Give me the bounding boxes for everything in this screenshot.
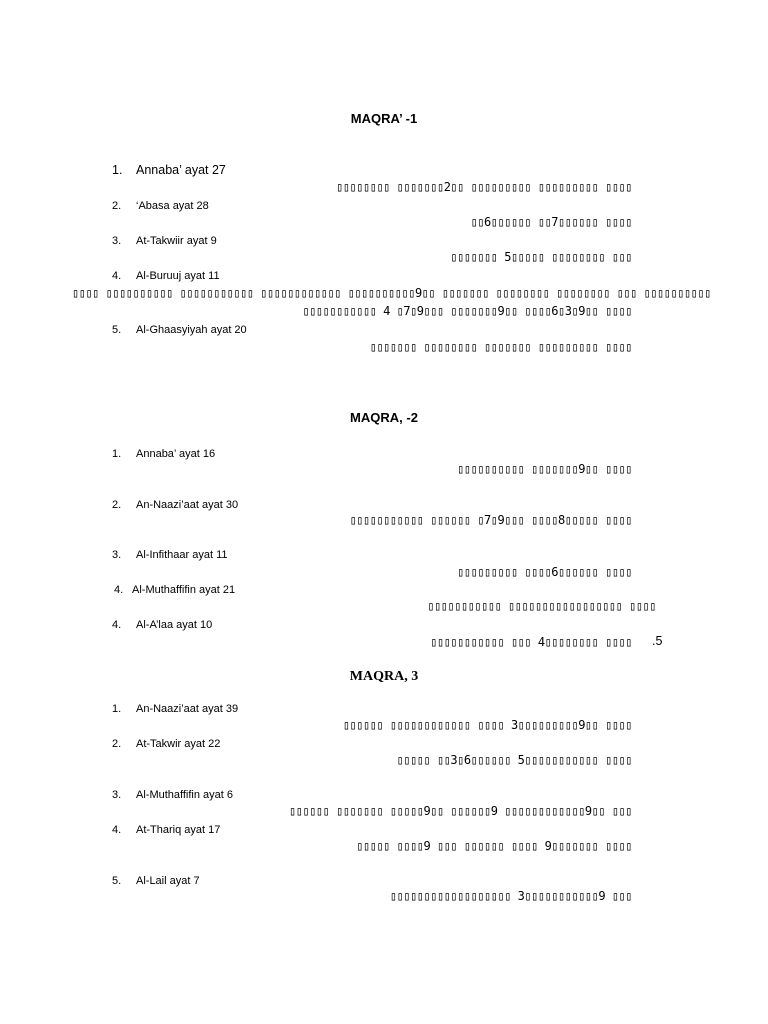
arabic-verse-line: ▯▯▯▯▯ ▯▯▯▯9 ▯▯▯ ▯▯▯▯▯▯ ▯▯▯▯ 9▯▯▯▯▯▯▯ ▯▯▯▯ [356, 839, 632, 853]
list-item-label: 4. At-Thariq ayat 17 [112, 824, 221, 836]
arabic-verse-line: ▯▯6▯▯▯▯▯▯ ▯▯7▯▯▯▯▯▯ ▯▯▯▯ [470, 215, 632, 229]
arabic-verse-line: ▯▯▯▯▯▯▯▯▯▯▯▯▯▯▯▯▯▯ 3▯▯▯▯▯▯▯▯▯▯▯9 ▯▯▯ [389, 889, 632, 903]
arabic-verse-line: ▯▯▯▯▯▯▯▯▯▯▯ 4 ▯7▯9▯▯▯ ▯▯▯▯▯▯▯9▯▯ ▯▯▯▯6▯3▯9▯▯ ▯▯▯▯ [302, 304, 632, 318]
list-item-label: 4. Al-Muthaffifin ayat 21 [114, 584, 236, 596]
arabic-verse-line: ▯▯▯▯▯▯▯▯▯▯▯ ▯▯▯▯▯▯▯▯▯▯▯▯▯▯▯▯▯ ▯▯▯▯ [427, 599, 656, 613]
arabic-verse-line: ▯▯▯▯▯▯▯ 5▯▯▯▯▯ ▯▯▯▯▯▯▯▯ ▯▯▯ [450, 250, 632, 264]
list-item-label: 1. Annaba’ ayat 27 [112, 163, 226, 177]
list-item-label: 1. Annaba’ ayat 16 [112, 448, 216, 460]
arabic-verse-line: ▯▯▯▯ ▯▯▯▯▯▯▯▯▯▯ ▯▯▯▯▯▯▯▯▯▯▯ ▯▯▯▯▯▯▯▯▯▯▯▯ ▯▯▯▯▯▯▯▯▯▯9▯▯ ▯▯▯▯▯▯▯ ▯▯▯▯▯▯▯▯ ▯▯▯▯▯▯▯▯ ▯▯▯ ▯▯▯▯▯▯▯▯▯▯ [72, 286, 711, 300]
arabic-verse-line: ▯▯▯▯▯▯▯ ▯▯▯▯▯▯▯▯ ▯▯▯▯▯▯▯ ▯▯▯▯▯▯▯▯▯ ▯▯▯▯ [369, 340, 632, 354]
section-heading-1: MAQRA’ -1 [350, 111, 418, 126]
arabic-verse-line: ▯▯▯▯▯▯▯▯▯▯▯ ▯▯▯▯▯▯ ▯7▯9▯▯▯ ▯▯▯▯8▯▯▯▯▯ ▯▯▯▯ [349, 513, 632, 527]
arabic-verse-line: ▯▯▯▯▯▯▯▯▯▯ ▯▯▯▯▯▯▯9▯▯ ▯▯▯▯ [457, 462, 632, 476]
list-item-label: 5. Al-Lail ayat 7 [112, 875, 200, 887]
list-item-label: 4. Al-Buruuj ayat 11 [112, 270, 220, 282]
arabic-verse-line: ▯▯▯▯▯▯▯▯▯▯▯ ▯▯▯ 4▯▯▯▯▯▯▯▯ ▯▯▯▯ [430, 635, 632, 649]
arabic-verse-line: ▯▯▯▯▯▯ ▯▯▯▯▯▯▯▯▯▯▯▯ ▯▯▯▯ 3▯▯▯▯▯▯▯▯▯9▯▯ ▯▯▯▯ [342, 718, 632, 732]
list-item-label: 2. ‘Abasa ayat 28 [112, 200, 209, 212]
list-item-label: 2. At-Takwir ayat 22 [112, 738, 221, 750]
list-item-label: 3. Al-Muthaffifin ayat 6 [112, 789, 234, 801]
list-item-label: 2. An-Naazi’aat ayat 30 [112, 499, 239, 511]
list-item-label: 1. An-Naazi’aat ayat 39 [112, 703, 239, 715]
list-item-label: 3. Al-Infithaar ayat 11 [112, 549, 228, 561]
list-item-label: 3. At-Takwiir ayat 9 [112, 235, 217, 247]
arabic-verse-line: ▯▯▯▯▯ ▯▯3▯6▯▯▯▯▯▯ 5▯▯▯▯▯▯▯▯▯▯▯ ▯▯▯▯ [396, 753, 632, 767]
arabic-verse-line: ▯▯▯▯▯▯▯▯▯ ▯▯▯▯6▯▯▯▯▯▯ ▯▯▯▯ [457, 565, 632, 579]
section-heading-3: MAQRA, 3 [349, 669, 419, 684]
arabic-verse-line: ▯▯▯▯▯▯ ▯▯▯▯▯▯▯ ▯▯▯▯▯9▯▯ ▯▯▯▯▯▯9 ▯▯▯▯▯▯▯▯▯▯▯▯9▯▯ ▯▯▯ [289, 804, 632, 818]
section-heading-2: MAQRA, -2 [350, 410, 418, 425]
list-number-rtl: .5 [652, 634, 663, 648]
arabic-verse-line: ▯▯▯▯▯▯▯▯ ▯▯▯▯▯▯▯2▯▯ ▯▯▯▯▯▯▯▯▯ ▯▯▯▯▯▯▯▯▯ ▯▯▯▯ [336, 180, 632, 194]
list-item-label: 4. Al-A’laa ayat 10 [112, 619, 213, 631]
list-item-label: 5. Al-Ghaasyiyah ayat 20 [112, 324, 247, 336]
